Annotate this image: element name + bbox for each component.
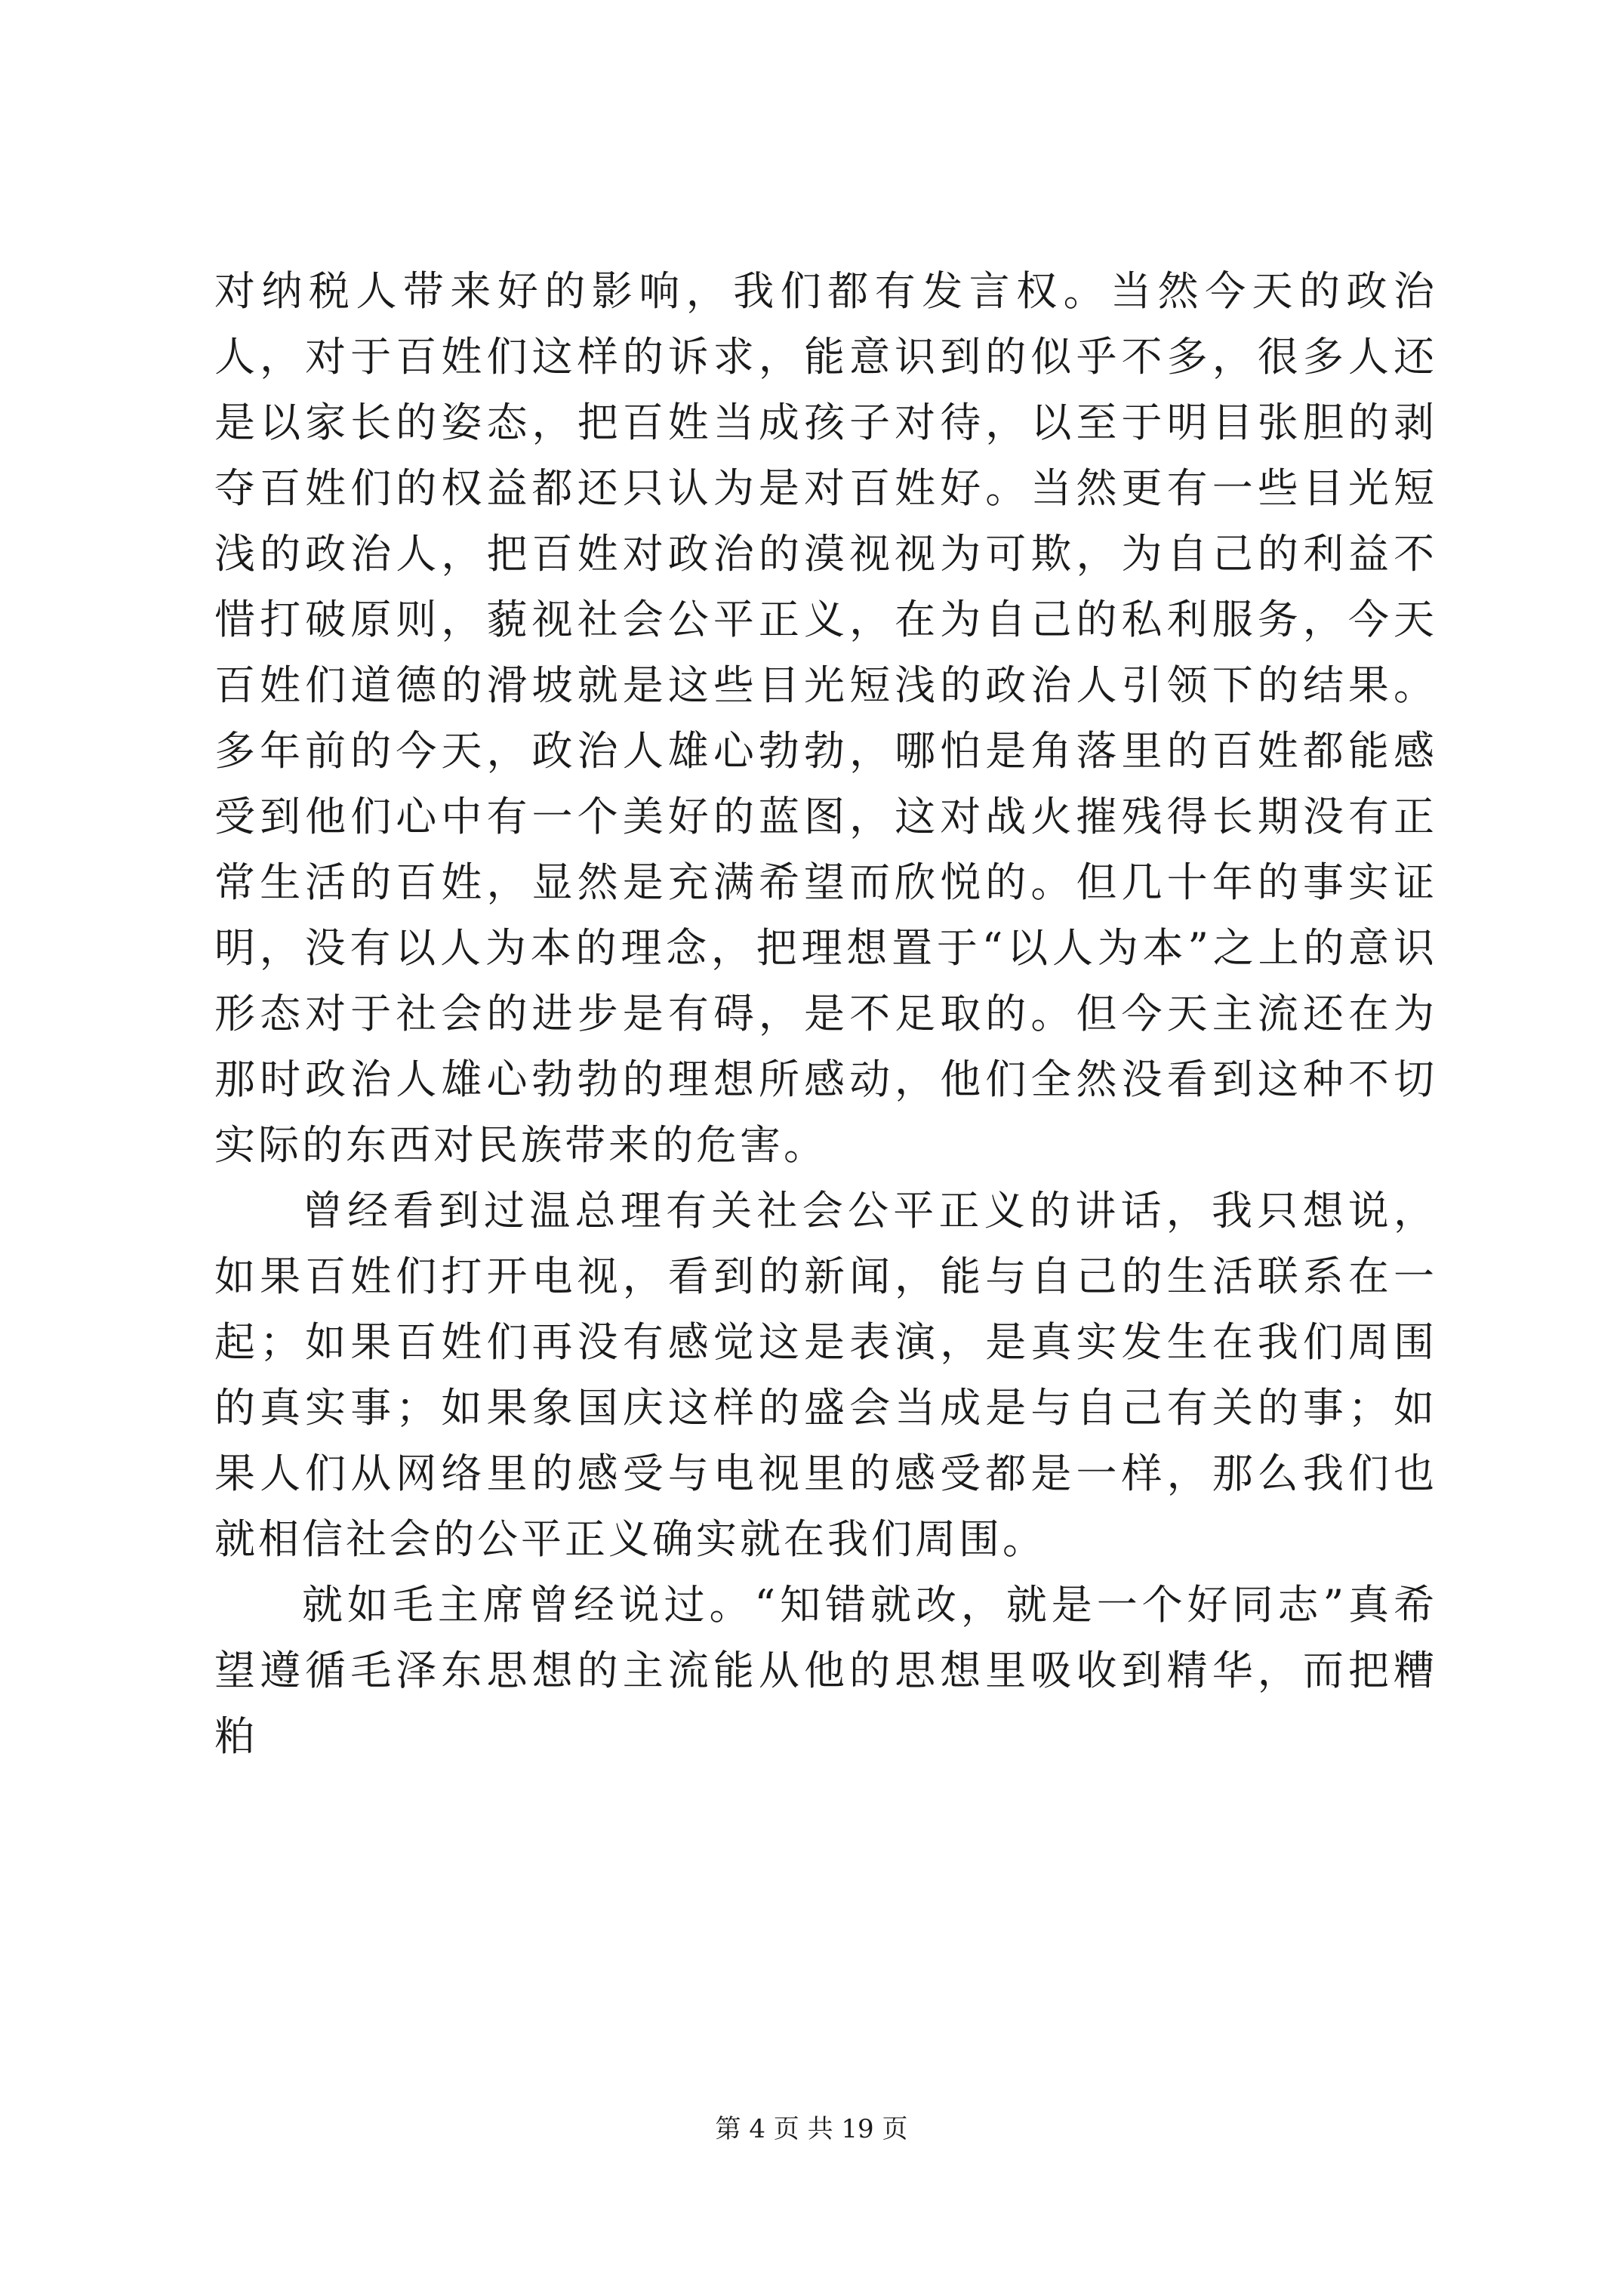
paragraph-3: 就如毛主席曾经说过。“知错就改，就是一个好同志”真希望遵循毛泽东思想的主流能从他的思想里吸收到精华，而把糟粕 — [214, 1581, 1437, 1760]
page-number-footer: 第 4 页 共 19 页 — [715, 2114, 908, 2144]
paragraph-1: 对纳税人带来好的影响，我们都有发言权。当然今天的政治人，对于百姓们这样的诉求，能意识到的似乎不多，很多人还是以家长的姿态，把百姓当成孩子对待，以至于明目张胆的剥夺百姓们的权益都还只认为是对百姓好。当然更有一些目光短浅的政治人，把百姓对政治的漠视视为可欺，为自己的利益不惜打破原则，藐视社会公平正义，在为自己的私利服务，今天百姓们道德的滑坡就是这些目光短浅的政治人引领下的结果。多年前的今天，政治人雄心勃勃，哪怕是角落里的百姓都能感受到他们心中有一个美好的蓝图，这对战火摧残得长期没有正常生活的百姓，显然是充满希望而欣悦的。但几十年的事实证明，没有以人为本的理念，把理想置于“以人为本”之上的意识形态对于社会的进步是有碍，是不足取的。但今天主流还在为那时政治人雄心勃勃的理想所感动，他们全然没看到这种不切实际的东西对民族带来的危害。 — [214, 267, 1437, 1169]
document-body — [214, 258, 1437, 1769]
paragraph-2: 曾经看到过温总理有关社会公平正义的讲话，我只想说，如果百姓们打开电视，看到的新闻，能与自己的生活联系在一起；如果百姓们再没有感觉这是表演，是真实发生在我们周围的真实事；如果象国庆这样的盛会当成是与自己有关的事；如果人们从网络里的感受与电视里的感受都是一样，那么我们也就相信社会的公平正义确实就在我们周围。 — [214, 1187, 1437, 1563]
